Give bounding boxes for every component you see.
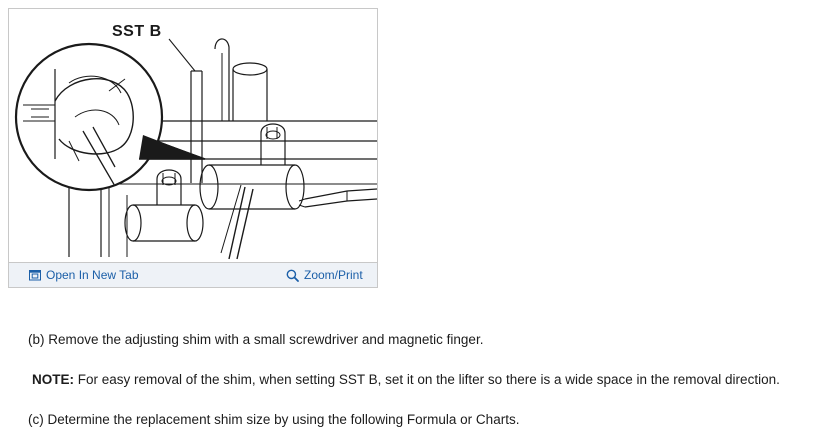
note-line [32,371,780,389]
zoom-print-button[interactable] [286,267,363,283]
step-b-text: (b) Remove the adjusting shim with a small screwdriver and magnetic finger. [28,332,484,347]
figure-panel [8,8,378,288]
step-c-text: (c) Determine the replacement shim size by using the following Formula or Charts. [28,412,520,427]
figure-image [9,9,377,263]
figure-sst-label: SST B [112,23,162,40]
note-label: NOTE: [32,372,74,387]
figure-toolbar [9,262,377,287]
zoom-print-label: Zoom/Print [304,268,363,282]
magnifier-icon [286,269,299,282]
engine-diagram-illustration [9,9,377,263]
open-in-new-tab-button[interactable] [29,267,139,283]
note-text: For easy removal of the shim, when setting SST B, set it on the lifter so there is a wide space in the removal direction. [74,372,780,387]
open-in-new-tab-icon [29,269,41,281]
open-in-new-tab-label: Open In New Tab [46,268,139,282]
